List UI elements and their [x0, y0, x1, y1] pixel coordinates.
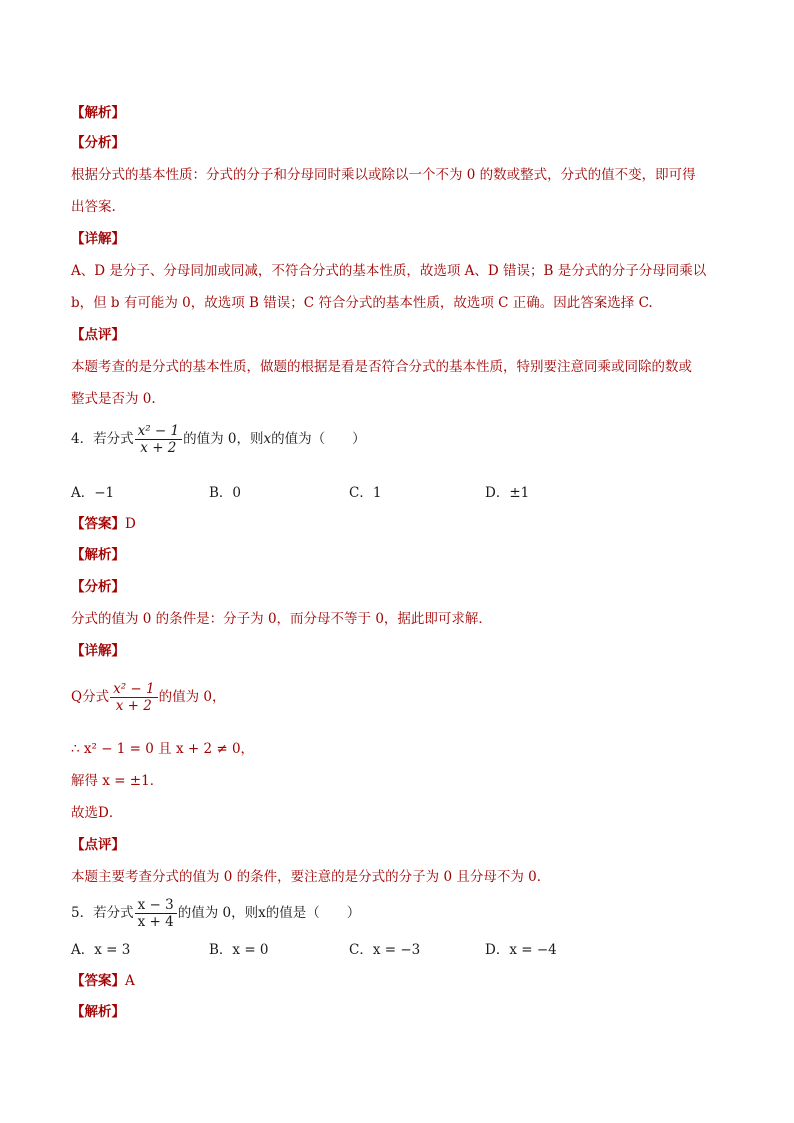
question-4-options [71, 484, 731, 502]
answer-line-5 [71, 972, 135, 990]
option-d: D．±1 [485, 485, 530, 501]
fraction-numerator: x − 3 [137, 897, 174, 913]
fraction-numerator: x² − 1 [113, 681, 155, 697]
heading-xiangjie-4: 【详解】 [71, 643, 125, 659]
fraction-denominator: x + 4 [135, 913, 177, 930]
answer-label: 【答案】 [71, 973, 125, 989]
answer-line-4 [71, 515, 136, 533]
comment-text-2: 整式是否为 0. [71, 391, 156, 407]
detail-text-2: b，但 b 有可能为 0，故选项 B 错误；C 符合分式的基本性质，故选项 C 正确。因此答案选择 C. [71, 295, 653, 311]
option-a: A．−1 [71, 485, 115, 501]
detail-step-3: 解得 x = ±1． [71, 773, 164, 789]
step-1-suffix: 的值为 0， [158, 689, 226, 705]
heading-fenxi-4: 【分析】 [71, 579, 125, 595]
fraction-denominator: x + 2 [110, 697, 158, 714]
option-d: D．x = −4 [485, 942, 557, 958]
detail-step-1 [71, 680, 225, 714]
answer-label: 【答案】 [71, 516, 125, 532]
option-b: B．x = 0 [209, 942, 269, 958]
heading-xiangjie: 【详解】 [71, 231, 125, 247]
option-a: A．x = 3 [71, 942, 131, 958]
option-b: B．0 [209, 485, 242, 501]
heading-jiexi-4: 【解析】 [71, 547, 125, 563]
analysis-text-2: 出答案. [71, 199, 116, 215]
detail-step-4: 故选D． [71, 805, 123, 821]
question-5-options [71, 941, 731, 959]
step-1-prefix: Q分式 [71, 689, 110, 705]
heading-jiexi-5: 【解析】 [71, 1004, 125, 1020]
fraction-numerator: x² − 1 [137, 423, 180, 439]
question-5 [71, 896, 360, 930]
heading-dianping: 【点评】 [71, 327, 125, 343]
heading-dianping-4: 【点评】 [71, 837, 125, 853]
option-c: C．1 [349, 485, 382, 501]
question-4-suffix-b: 的值为（ ） [271, 431, 366, 447]
fraction-denominator: x + 2 [135, 439, 183, 456]
analysis-text-1: 根据分式的基本性质：分式的分子和分母同时乘以或除以一个不为 0 的数或整式，分式的值不变，即可得 [71, 167, 696, 183]
question-4-fraction [135, 423, 183, 456]
question-4-prefix: 4．若分式 [71, 431, 134, 447]
heading-fenxi: 【分析】 [71, 135, 125, 151]
question-5-suffix-a: 的值为 0，则 [177, 905, 259, 921]
option-c: C．x = −3 [349, 942, 421, 958]
analysis-text-4: 分式的值为 0 的条件是：分子为 0，而分母不等于 0，据此即可求解． [71, 611, 492, 627]
answer-value: A [125, 973, 135, 989]
question-5-variable: x [258, 905, 266, 921]
detail-text-1: A、D 是分子、分母同加或同减，不符合分式的基本性质，故选项 A、D 错误；B 是分式的分子分母同乘以 [71, 263, 707, 279]
question-5-suffix-b: 的值是（ ） [265, 905, 361, 921]
answer-value: D [125, 516, 136, 532]
heading-jiexi: 【解析】 [71, 105, 125, 121]
question-4-variable: x [263, 431, 272, 447]
question-5-fraction [135, 897, 177, 930]
step-1-fraction [110, 681, 158, 714]
detail-step-2: ∴ x² − 1 = 0 且 x + 2 ≠ 0， [71, 741, 255, 757]
question-5-prefix: 5．若分式 [71, 905, 134, 921]
question-4-suffix-a: 的值为 0，则 [183, 431, 264, 447]
comment-text-4: 本题主要考查分式的值为 0 的条件，要注意的是分式的分子为 0 且分母不为 0． [71, 869, 551, 885]
comment-text-1: 本题考查的是分式的基本性质，做题的根据是看是否符合分式的基本性质，特别要注意同乘或同除的数或 [71, 359, 692, 375]
question-4 [71, 422, 366, 456]
